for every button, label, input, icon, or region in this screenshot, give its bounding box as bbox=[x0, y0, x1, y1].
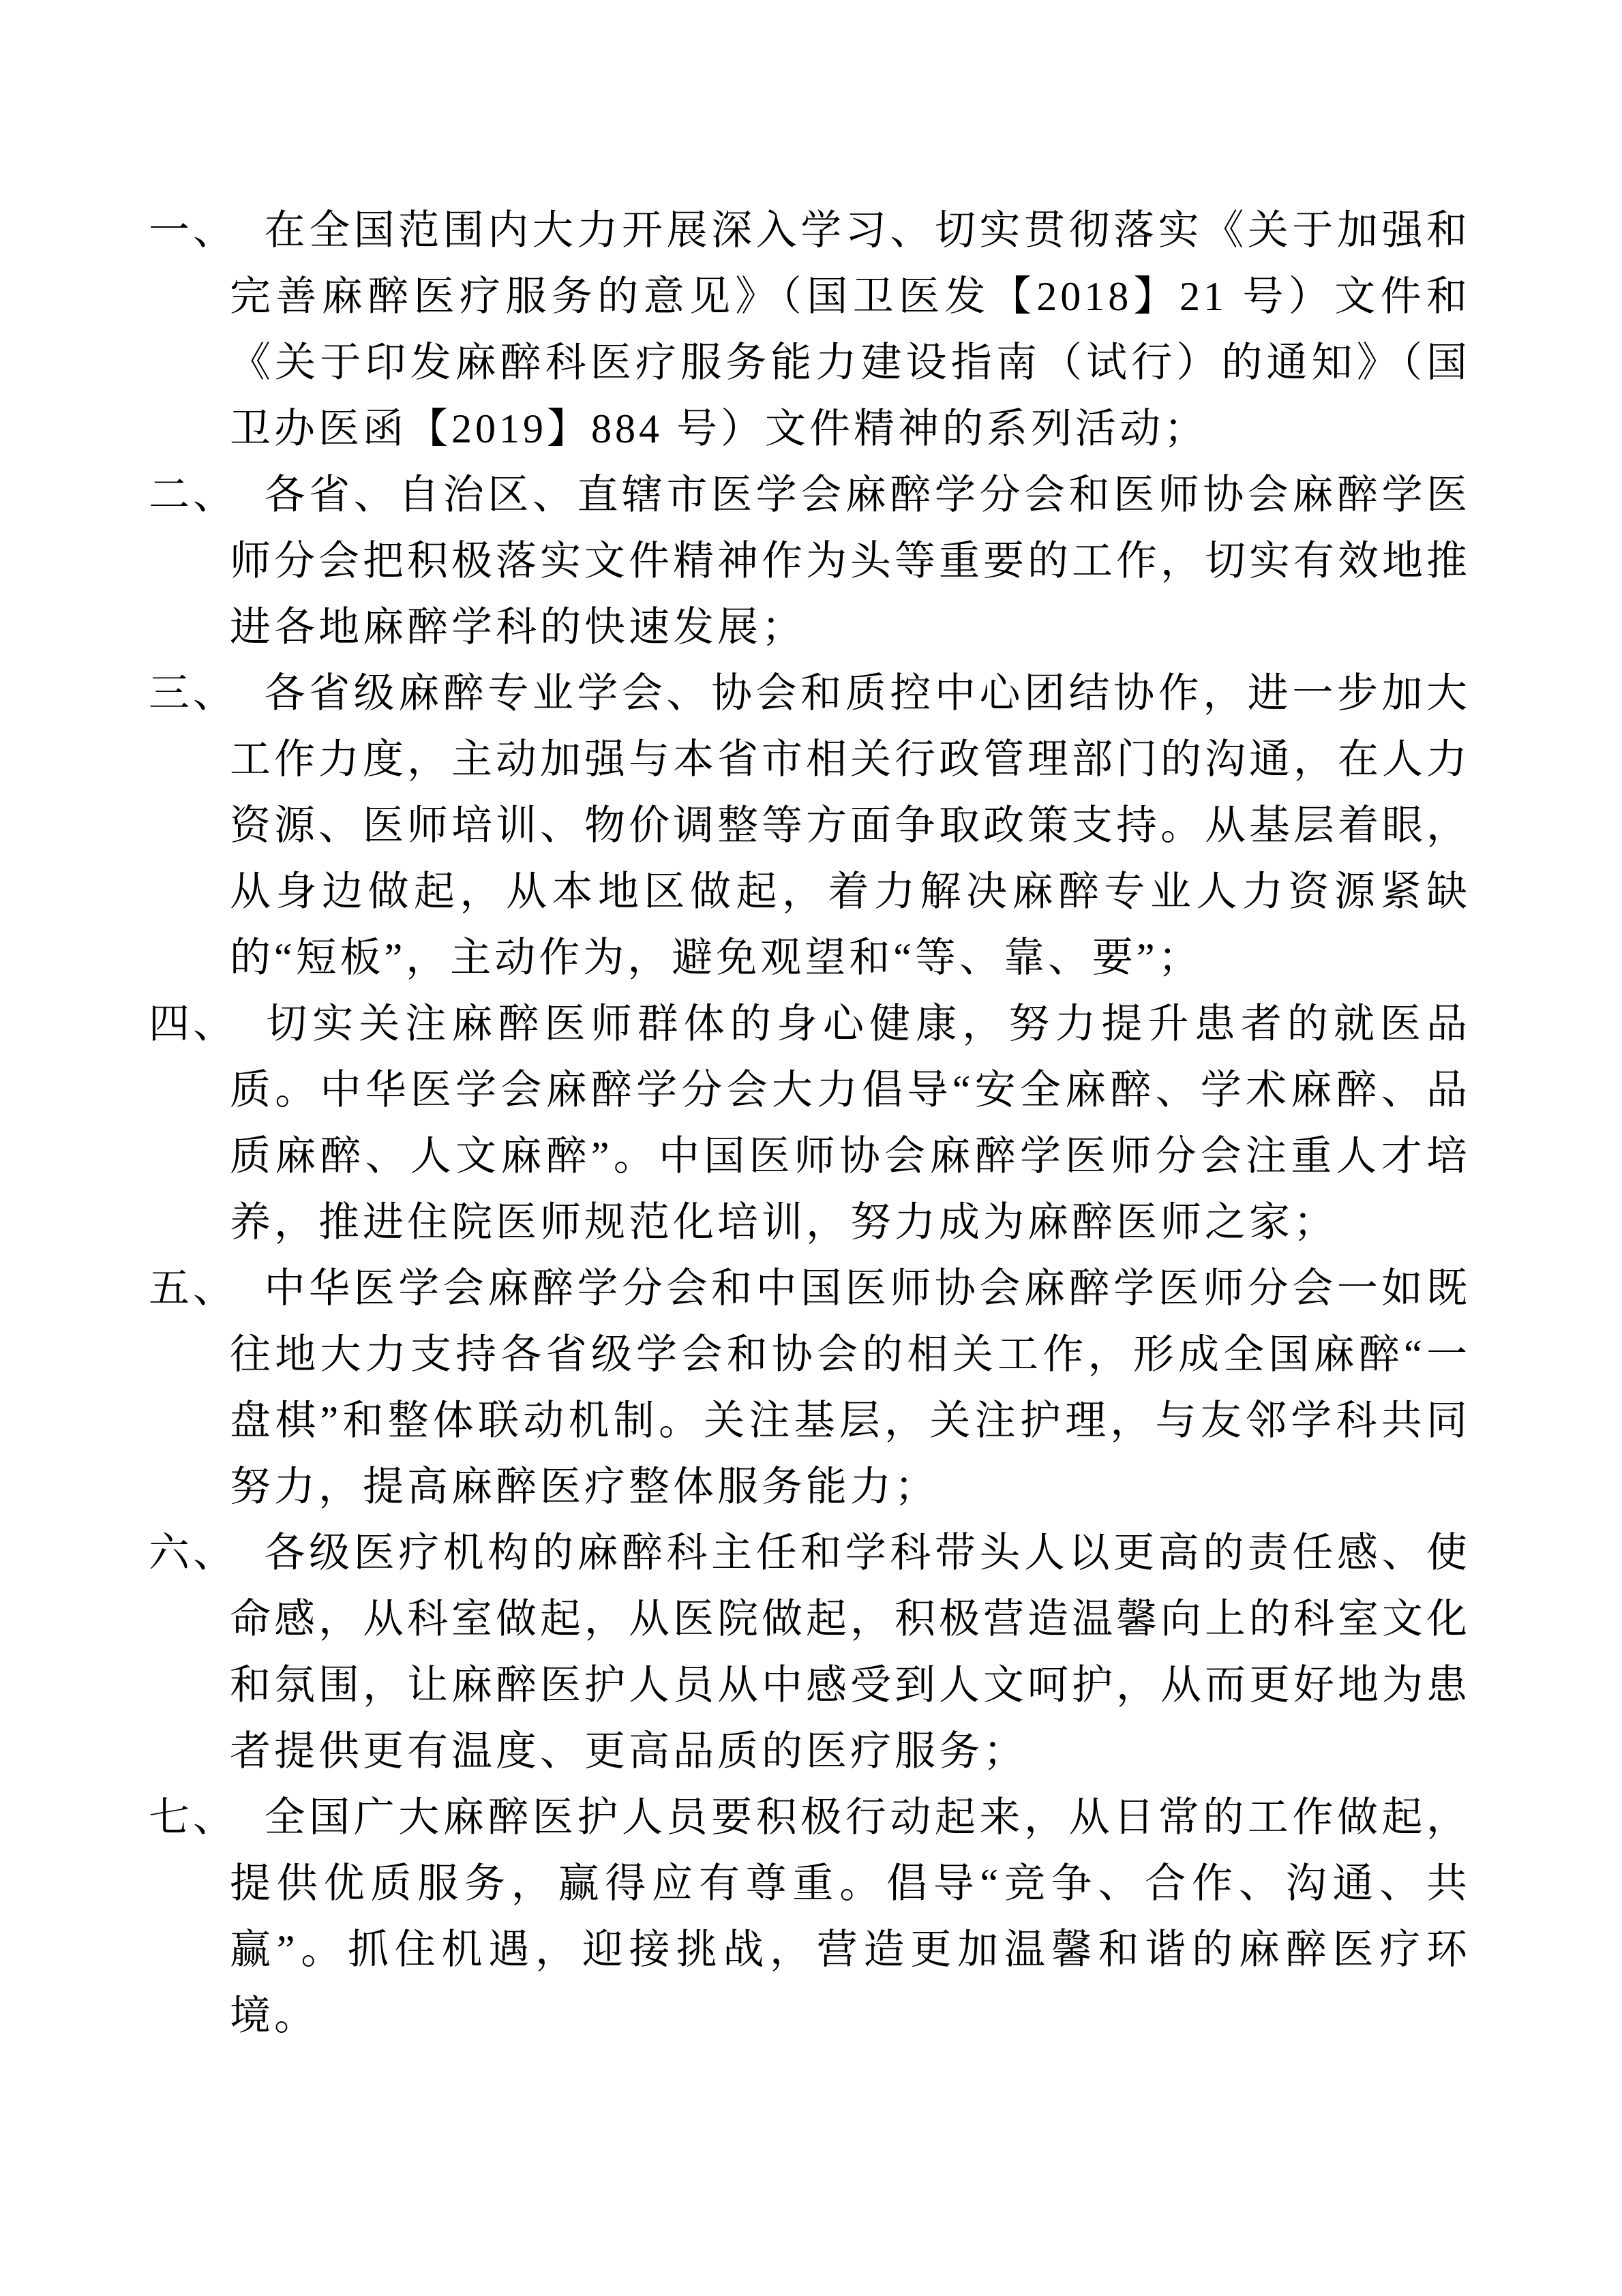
item-text: 全国广大麻醉医护人员要积极行动起来，从日常的工作做起，提供优质服务，赢得应有尊重。倡导“竞争、合作、沟通、共赢”。抓住机遇，迎接挑战，营造更加温馨和谐的麻醉医疗环境。 bbox=[230, 1795, 1471, 2038]
item-text: 中华医学会麻醉学分会和中国医师协会麻醉学医师分会一如既往地大力支持各省级学会和协会的相关工作，形成全国麻醉“一盘棋”和整体联动机制。关注基层，关注护理，与友邻学科共同努力，提高麻醉医疗整体服务能力； bbox=[230, 1266, 1471, 1509]
list-item-3 bbox=[149, 661, 1471, 991]
item-text: 各省级麻醉专业学会、协会和质控中心团结协作，进一步加大工作力度，主动加强与本省市相关行政管理部门的沟通，在人力资源、医师培训、物价调整等方面争取政策支持。从基层着眼，从身边做起，从本地区做起，着力解决麻醉专业人力资源紧缺的“短板”，主动作为，避免观望和“等、靠、要”； bbox=[230, 671, 1471, 980]
item-marker: 四、 bbox=[149, 1001, 237, 1046]
list-item-2 bbox=[149, 462, 1471, 661]
item-text: 切实关注麻醉医师群体的身心健康，努力提升患者的就医品质。中华医学会麻醉学分会大力倡导“安全麻醉、学术麻醉、品质麻醉、人文麻醉”。中国医师协会麻醉学医师分会注重人才培养，推进住院医师规范化培训，努力成为麻醉医师之家； bbox=[230, 1001, 1471, 1245]
list-item-7 bbox=[149, 1785, 1471, 2049]
item-text: 各省、自治区、直辖市医学会麻醉学分会和医师协会麻醉学医师分会把积极落实文件精神作为头等重要的工作，切实有效地推进各地麻醉学科的快速发展； bbox=[230, 472, 1471, 650]
item-marker: 七、 bbox=[149, 1795, 237, 1840]
item-marker: 三、 bbox=[149, 671, 237, 716]
list-item-5 bbox=[149, 1256, 1471, 1520]
list-item-4 bbox=[149, 991, 1471, 1256]
item-marker: 一、 bbox=[149, 208, 237, 253]
item-text: 在全国范围内大力开展深入学习、切实贯彻落实《关于加强和完善麻醉医疗服务的意见》（国卫医发【2018】21 号）文件和《关于印发麻醉科医疗服务能力建设指南（试行）的通知》（国卫办医函【2019】884 号）文件精神的系列活动； bbox=[230, 208, 1471, 451]
item-marker: 二、 bbox=[149, 472, 237, 517]
list-item-6 bbox=[149, 1520, 1471, 1785]
list-item-1 bbox=[149, 198, 1471, 462]
item-marker: 六、 bbox=[149, 1530, 237, 1575]
document-body bbox=[149, 198, 1471, 2049]
item-marker: 五、 bbox=[149, 1266, 237, 1311]
item-text: 各级医疗机构的麻醉科主任和学科带头人以更高的责任感、使命感，从科室做起，从医院做起，积极营造温馨向上的科室文化和氛围，让麻醉医护人员从中感受到人文呵护，从而更好地为患者提供更有温度、更高品质的医疗服务； bbox=[230, 1530, 1471, 1774]
